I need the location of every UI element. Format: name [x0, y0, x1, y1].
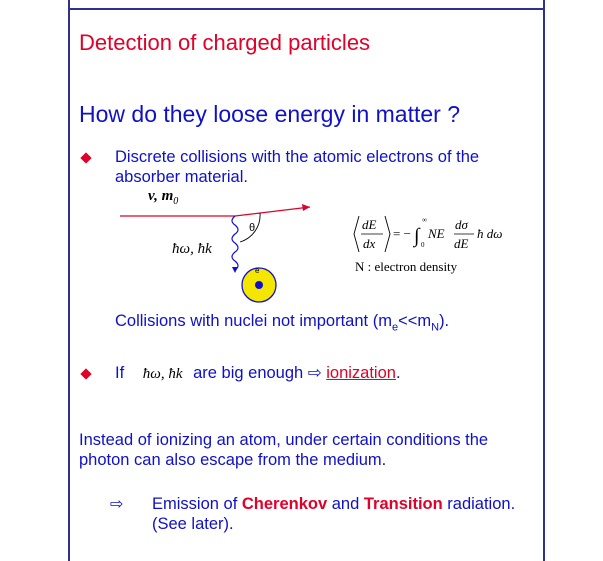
- transition-term: Transition: [363, 495, 443, 513]
- particle-label: v, $m_0$: [148, 188, 179, 208]
- lhs-numerator: dE: [362, 217, 377, 232]
- nucleus-dot: [255, 281, 263, 289]
- lhs-denominator: dx: [363, 236, 376, 251]
- integral-upper: ∞: [422, 216, 427, 224]
- integral-lower: 0: [421, 241, 425, 249]
- arrow-right-icon: ⇨: [307, 364, 322, 382]
- slide-border-left: [68, 0, 70, 561]
- frac-numerator: dσ: [455, 217, 468, 232]
- bullet-discrete-collisions: Discrete collisions with the atomic electrons of the absorber material.: [115, 148, 480, 186]
- section-heading: How do they loose energy in matter ?: [79, 101, 460, 127]
- integrand-body: NE: [428, 226, 445, 241]
- frac-denominator: dE: [454, 236, 469, 251]
- photon-escape-paragraph: Instead of ionizing an atom, under certain conditions the photon can also escape from the medium.: [79, 431, 489, 469]
- formula-note: N : electron density: [355, 259, 458, 274]
- photon-wavy-line: [232, 216, 238, 270]
- cherenkov-term: Cherenkov: [241, 495, 328, 513]
- bullet-diamond-icon: [80, 368, 91, 379]
- slide-border-right: [543, 0, 545, 561]
- svg-text:∫: ∫: [414, 225, 420, 247]
- electron-label: e: [255, 266, 260, 275]
- slide-border-top: [68, 8, 545, 10]
- photon-label: ħω, ħk: [172, 241, 212, 257]
- equals-minus: = −: [393, 226, 411, 241]
- bullet-diamond-icon: [80, 152, 91, 163]
- integrand-tail: ħ dω: [477, 226, 503, 241]
- ionization-link[interactable]: ionization: [326, 364, 396, 382]
- outgoing-particle-track: [235, 207, 310, 216]
- formula-graphic: [353, 212, 523, 256]
- arrow-right-icon: ⇨: [110, 496, 124, 513]
- photon-arrowhead-icon: [232, 267, 238, 273]
- collisions-nuclei-note: Collisions with nuclei not important $(m_e<<m_N)$.: [115, 312, 450, 334]
- angle-label: θ: [249, 222, 256, 234]
- slide-title: Detection of charged particles: [79, 30, 371, 55]
- emission-note: Emission of Cherenkov and Transition radiation. (See later).: [152, 495, 516, 533]
- bullet-ionization: If ħω, ħk are big enough ⇨ ionization.: [115, 364, 401, 382]
- particle-arrowhead-icon: [302, 204, 310, 211]
